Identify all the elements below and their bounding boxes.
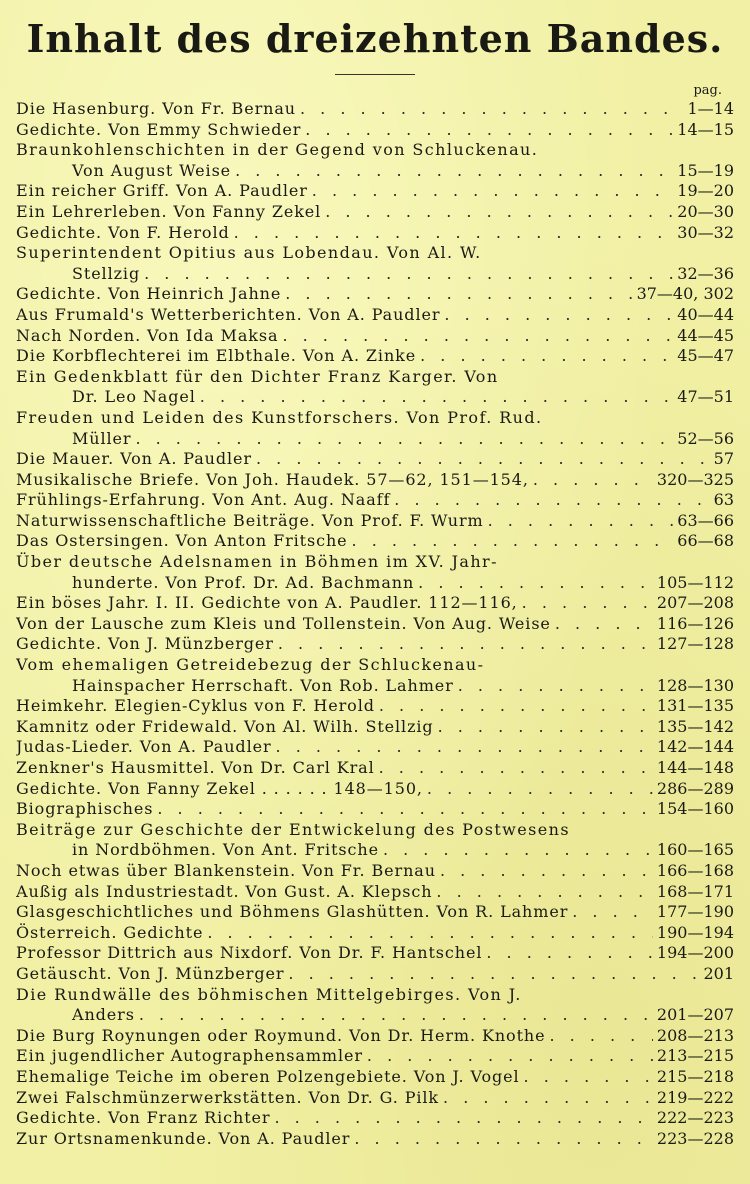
toc-entry-line xyxy=(16,676,734,697)
toc-entry-pages: 135—142 xyxy=(656,716,734,736)
toc-entry-line xyxy=(16,655,734,676)
toc-entry-line xyxy=(16,923,734,944)
toc-entry-pages: 190—194 xyxy=(656,922,734,942)
toc-entry xyxy=(16,820,734,861)
toc-entry-line xyxy=(16,758,734,779)
toc-entry xyxy=(16,882,734,903)
dot-leader xyxy=(427,779,653,800)
toc-entry-pages: 116—126 xyxy=(656,613,734,633)
dot-leader xyxy=(139,1005,653,1026)
toc-entry xyxy=(16,181,734,202)
toc-entry-text: Über deutsche Adelsnamen in Böhmen im XV. Jahr- xyxy=(16,552,498,572)
toc-entry-text: Noch etwas über Blankenstein. Von Fr. Bernau xyxy=(16,860,436,880)
toc-entry-line xyxy=(16,140,734,161)
toc-entry-line xyxy=(16,223,734,244)
toc-entry xyxy=(16,490,734,511)
toc-entry-text: Ein reicher Griff. Von A. Paudler xyxy=(16,181,308,201)
dot-leader xyxy=(288,964,699,985)
toc-entry-text: in Nordböhmen. Von Ant. Fritsche xyxy=(72,840,379,860)
dot-leader xyxy=(135,429,673,450)
toc-entry-pages: 44—45 xyxy=(677,325,734,345)
toc-entry-line xyxy=(16,1067,734,1088)
toc-entry-text: Judas-Lieder. Von A. Paudler xyxy=(16,737,272,757)
toc-entry xyxy=(16,305,734,326)
toc-entry-line xyxy=(16,120,734,141)
dot-leader xyxy=(276,737,653,758)
toc-entry xyxy=(16,737,734,758)
dot-leader xyxy=(443,1088,653,1109)
toc-entry-line xyxy=(16,1005,734,1026)
toc-entry xyxy=(16,1108,734,1129)
toc-entry-line xyxy=(16,985,734,1006)
toc-entry-pages: 20—30 xyxy=(677,201,734,221)
toc-entry-text: Gedichte. Von Fanny Zekel . . . . . . 148—150, xyxy=(16,778,423,798)
dot-leader xyxy=(444,305,673,326)
toc-entry-pages: 194—200 xyxy=(656,943,734,963)
toc-entry-text: Das Ostersingen. Von Anton Fritsche xyxy=(16,531,348,551)
toc-entry-line xyxy=(16,346,734,367)
toc-entry-line xyxy=(16,964,734,985)
dot-leader xyxy=(488,511,674,532)
toc-entry-pages: 66—68 xyxy=(677,531,734,551)
toc-entry-pages: 105—112 xyxy=(656,572,734,592)
toc-entry xyxy=(16,449,734,470)
toc-entry xyxy=(16,202,734,223)
toc-entry xyxy=(16,861,734,882)
toc-entry-text: Außig als Industriestadt. Von Gust. A. Klepsch xyxy=(16,881,433,901)
toc-entry-pages: 320—325 xyxy=(656,469,734,489)
toc-entry-pages: 166—168 xyxy=(656,860,734,880)
toc-entry-line xyxy=(16,943,734,964)
toc-entry-line xyxy=(16,305,734,326)
toc-entry-pages: 142—144 xyxy=(656,737,734,757)
toc-entry-line xyxy=(16,779,734,800)
toc-entry xyxy=(16,902,734,923)
dot-leader xyxy=(207,923,653,944)
toc-entry-text: Glasgeschichtliches und Böhmens Glashütten. Von R. Lahmer xyxy=(16,902,569,922)
dot-leader xyxy=(436,882,653,903)
dot-leader xyxy=(234,223,674,244)
dot-leader xyxy=(438,717,653,738)
dot-leader xyxy=(325,202,673,223)
toc-entry xyxy=(16,243,734,284)
pag-column-label: pag. xyxy=(693,83,722,98)
toc-entry xyxy=(16,223,734,244)
dot-leader xyxy=(200,387,674,408)
toc-entry-line xyxy=(16,511,734,532)
toc-entry-text: Die Mauer. Von A. Paudler xyxy=(16,449,252,469)
toc-entry-text: Die Burg Roynungen oder Roymund. Von Dr. Herm. Knothe xyxy=(16,1025,546,1045)
dot-leader xyxy=(522,593,653,614)
toc-entry-pages: 208—213 xyxy=(656,1025,734,1045)
dot-leader xyxy=(440,861,653,882)
toc-entry-text: Professor Dittrich aus Nixdorf. Von Dr. F. Hantschel xyxy=(16,943,483,963)
toc-entry xyxy=(16,367,734,408)
toc-entry-text: Die Hasenburg. Von Fr. Bernau xyxy=(16,99,296,118)
title-rule xyxy=(335,74,415,75)
dot-leader xyxy=(312,181,673,202)
toc-entry xyxy=(16,696,734,717)
toc-entry-pages: 201 xyxy=(703,963,734,983)
toc-entry-line xyxy=(16,161,734,182)
toc-entry-text: Braunkohlenschichten in der Gegend von Schluckenau. xyxy=(16,140,539,160)
toc-entry-line xyxy=(16,634,734,655)
toc-entry-text: Superintendent Opitius aus Lobendau. Von Al. W. xyxy=(16,243,482,263)
dot-leader xyxy=(235,161,673,182)
toc-entry-text: hunderte. Von Prof. Dr. Ad. Bachmann xyxy=(72,572,415,592)
toc-entry-text: Gedichte. Von Heinrich Jahne xyxy=(16,284,282,304)
toc-entry-text: Musikalische Briefe. Von Joh. Haudek. 57—62, 151—154, xyxy=(16,469,529,489)
toc-entry-text: Die Korbflechterei im Elbthale. Von A. Zinke xyxy=(16,346,417,366)
toc-entry-pages: 286—289 xyxy=(656,778,734,798)
toc-entry-line xyxy=(16,264,734,285)
dot-leader xyxy=(274,1108,652,1129)
toc-entry-line xyxy=(16,840,734,861)
toc-entry xyxy=(16,326,734,347)
toc-entry-text: Kamnitz oder Fridewald. Von Al. Wilh. Stellzig xyxy=(16,716,434,736)
toc-entry-pages: 52—56 xyxy=(677,428,734,448)
toc-entry-pages: 201—207 xyxy=(656,1005,734,1025)
toc-entry-pages: 144—148 xyxy=(656,758,734,777)
dot-leader xyxy=(549,1026,652,1047)
toc-entry-pages: 63—66 xyxy=(677,510,734,530)
toc-entry-line xyxy=(16,181,734,202)
dot-leader xyxy=(572,902,653,923)
dot-leader xyxy=(144,264,673,285)
toc-entry-line xyxy=(16,429,734,450)
toc-entry xyxy=(16,120,734,141)
dot-leader xyxy=(300,99,683,120)
toc-entry-text: Nach Norden. Von Ida Maksa xyxy=(16,325,279,345)
toc-entry-line xyxy=(16,326,734,347)
toc-entry xyxy=(16,655,734,696)
toc-entry-line xyxy=(16,861,734,882)
toc-entry xyxy=(16,779,734,800)
dot-leader xyxy=(282,326,673,347)
toc-entry-text: Ein böses Jahr. I. II. Gedichte von A. Paudler. 112—116, xyxy=(16,593,518,613)
toc-entry-pages: 160—165 xyxy=(656,840,734,860)
toc-entry xyxy=(16,593,734,614)
toc-entry-text: Naturwissenschaftliche Beiträge. Von Prof. F. Wurm xyxy=(16,510,484,530)
toc-entry-line xyxy=(16,882,734,903)
toc-entry-line xyxy=(16,737,734,758)
toc-entry-pages: 219—222 xyxy=(656,1087,734,1107)
toc-entry-text: Heimkehr. Elegien-Cyklus von F. Herold xyxy=(16,696,375,716)
dot-leader xyxy=(379,696,653,717)
toc-entry-line xyxy=(16,614,734,635)
toc-entry-line xyxy=(16,1046,734,1067)
toc-entry xyxy=(16,511,734,532)
toc-entry-line xyxy=(16,99,734,120)
dot-leader xyxy=(354,1129,653,1150)
toc-entry-text: Gedichte. Von Franz Richter xyxy=(16,1108,271,1128)
toc-entry-text: Zenkner's Hausmittel. Von Dr. Carl Kral xyxy=(16,758,375,777)
toc-entry-text: Aus Frumald's Wetterberichten. Von A. Paudler xyxy=(16,304,441,324)
toc-entry xyxy=(16,1067,734,1088)
toc-entry-line xyxy=(16,243,734,264)
toc-entry-text: Stellzig xyxy=(72,263,141,283)
dot-leader xyxy=(285,284,632,305)
toc-entry-text: Gedichte. Von J. Münzberger xyxy=(16,634,274,654)
dot-leader xyxy=(555,614,653,635)
toc-entry-text: Gedichte. Von Emmy Schwieder xyxy=(16,119,302,139)
toc-entry xyxy=(16,1046,734,1067)
toc-entry-pages: 127—128 xyxy=(656,634,734,654)
dot-leader xyxy=(383,840,653,861)
toc-entry xyxy=(16,1129,734,1150)
dot-leader xyxy=(420,346,673,367)
toc-entry-pages: 213—215 xyxy=(656,1046,734,1066)
toc-entry-line xyxy=(16,573,734,594)
toc-entry-line xyxy=(16,1129,734,1150)
toc-entry-text: Österreich. Gedichte xyxy=(16,922,204,942)
toc-entry-text: Anders xyxy=(72,1005,135,1025)
toc-entry-line xyxy=(16,799,734,820)
toc-entry-text: Ein jugendlicher Autographensammler xyxy=(16,1046,363,1066)
toc-entry-text: Freuden und Leiden des Kunstforschers. Von Prof. Rud. xyxy=(16,407,543,427)
toc-entry-line xyxy=(16,696,734,717)
toc-entry-pages: 222—223 xyxy=(656,1108,734,1128)
toc-entry-pages: 168—171 xyxy=(656,881,734,901)
dot-leader xyxy=(486,943,653,964)
toc-entry-text: Beiträge zur Geschichte der Entwickelung des Postwesens xyxy=(16,819,570,839)
toc-entry xyxy=(16,1088,734,1109)
toc-entry-line xyxy=(16,1108,734,1129)
toc-entry xyxy=(16,531,734,552)
dot-leader xyxy=(458,676,653,697)
toc-entry-line xyxy=(16,284,734,305)
toc-entry-pages: 14—15 xyxy=(677,119,734,139)
toc-entry-pages: 154—160 xyxy=(656,799,734,819)
toc-entry-pages: 19—20 xyxy=(677,181,734,201)
toc-entry-pages: 37—40, 302 xyxy=(636,284,734,304)
dot-leader xyxy=(352,531,674,552)
toc-entry-line xyxy=(16,202,734,223)
toc-entry xyxy=(16,408,734,449)
toc-entry-pages: 215—218 xyxy=(656,1066,734,1086)
toc-entry-text: Vom ehemaligen Getreidebezug der Schluckenau- xyxy=(16,655,485,675)
toc-entry-pages: 40—44 xyxy=(677,304,734,324)
toc-entry xyxy=(16,614,734,635)
toc-entry-text: Getäuscht. Von J. Münzberger xyxy=(16,963,285,983)
toc-entry-line xyxy=(16,820,734,841)
toc-entry-text: Von August Weise xyxy=(72,160,232,180)
dot-leader xyxy=(305,120,673,141)
toc-entry-text: Müller xyxy=(72,428,132,448)
toc-entry-text: Ein Gedenkblatt für den Dichter Franz Karger. Von xyxy=(16,366,499,386)
dot-leader xyxy=(394,490,709,511)
dot-leader xyxy=(157,799,653,820)
toc-entry-pages: 207—208 xyxy=(656,593,734,613)
toc-entry-pages: 223—228 xyxy=(656,1128,734,1148)
toc-entry-line xyxy=(16,1026,734,1047)
toc-entry xyxy=(16,985,734,1026)
toc-entry xyxy=(16,99,734,120)
toc-entry-line xyxy=(16,449,734,470)
toc-entry-line xyxy=(16,1088,734,1109)
dot-leader xyxy=(278,634,653,655)
toc-entry-line xyxy=(16,470,734,491)
dot-leader xyxy=(379,758,653,779)
toc-entry-pages: 45—47 xyxy=(677,346,734,366)
toc-entry xyxy=(16,717,734,738)
toc-entry-text: Von der Lausche zum Kleis und Tollenstein. Von Aug. Weise xyxy=(16,613,551,633)
toc-entry-line xyxy=(16,902,734,923)
dot-leader xyxy=(418,573,653,594)
toc-entry xyxy=(16,758,734,779)
toc-entry-text: Zwei Falschmünzerwerkstätten. Von Dr. G. Pilk xyxy=(16,1087,440,1107)
toc-entry-text: Zur Ortsnamenkunde. Von A. Paudler xyxy=(16,1128,351,1148)
toc-entry-text: Dr. Leo Nagel xyxy=(72,387,196,407)
toc-entry-pages: 47—51 xyxy=(677,387,734,407)
toc-entry xyxy=(16,799,734,820)
toc-entry-text: Gedichte. Von F. Herold xyxy=(16,222,230,242)
toc-entry-text: Ehemalige Teiche im oberen Polzengebiete. Von J. Vogel xyxy=(16,1066,520,1086)
toc-entry-pages: 63 xyxy=(713,490,734,510)
table-of-contents xyxy=(16,99,734,1149)
toc-entry-text: Ein Lehrerleben. Von Fanny Zekel xyxy=(16,201,322,221)
toc-entry-line xyxy=(16,717,734,738)
toc-entry-pages: 128—130 xyxy=(656,675,734,695)
toc-entry-pages: 32—36 xyxy=(677,263,734,283)
toc-entry xyxy=(16,140,734,181)
toc-entry-text: Die Rundwälle des böhmischen Mittelgebirges. Von J. xyxy=(16,984,522,1004)
dot-leader xyxy=(367,1046,653,1067)
toc-entry-line xyxy=(16,531,734,552)
toc-entry xyxy=(16,552,734,593)
dot-leader xyxy=(524,1067,653,1088)
toc-entry-pages: 131—135 xyxy=(656,696,734,716)
toc-entry xyxy=(16,943,734,964)
toc-entry xyxy=(16,634,734,655)
toc-entry-pages: 30—32 xyxy=(677,222,734,242)
toc-entry-line xyxy=(16,408,734,429)
toc-entry-pages: 177—190 xyxy=(656,902,734,922)
toc-entry-text: Biographisches xyxy=(16,799,154,819)
toc-entry xyxy=(16,964,734,985)
toc-entry-line xyxy=(16,367,734,388)
page-title: Inhalt des dreizehnten Bandes. xyxy=(26,16,724,61)
toc-entry xyxy=(16,284,734,305)
toc-entry xyxy=(16,923,734,944)
toc-entry-line xyxy=(16,387,734,408)
toc-entry xyxy=(16,470,734,491)
toc-entry-pages: 1—14 xyxy=(687,99,734,118)
toc-entry-line xyxy=(16,552,734,573)
toc-entry xyxy=(16,346,734,367)
dot-leader xyxy=(256,449,710,470)
toc-entry-line xyxy=(16,593,734,614)
toc-entry-pages: 15—19 xyxy=(677,160,734,180)
toc-entry-pages: 57 xyxy=(713,449,734,469)
toc-entry xyxy=(16,1026,734,1047)
dot-leader xyxy=(533,470,653,491)
toc-entry-text: Hainspacher Herrschaft. Von Rob. Lahmer xyxy=(72,675,454,695)
toc-entry-text: Frühlings-Erfahrung. Von Ant. Aug. Naaff xyxy=(16,490,391,510)
toc-entry-line xyxy=(16,490,734,511)
